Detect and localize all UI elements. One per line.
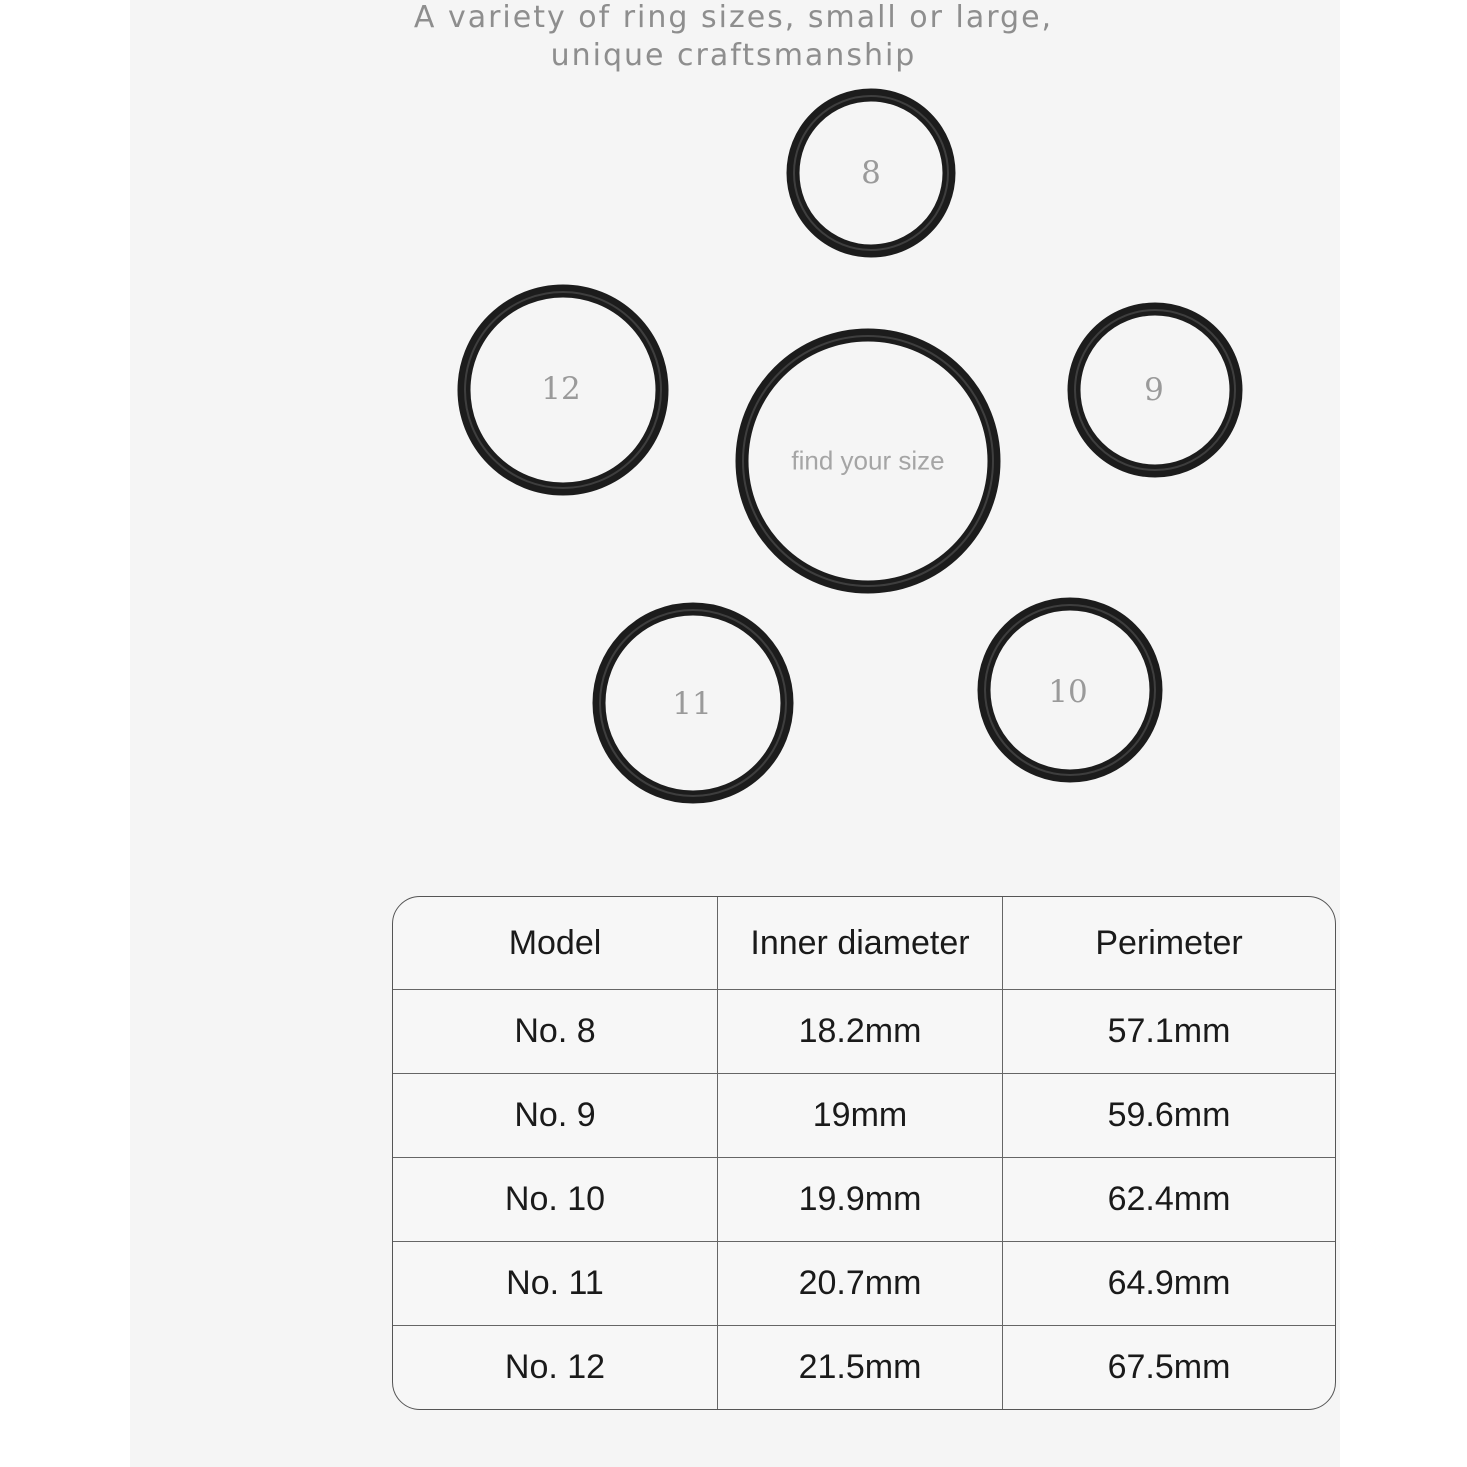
table-row <box>393 1326 1335 1409</box>
cell-inner-diameter: 19mm <box>718 1074 1003 1158</box>
cell-perimeter: 67.5mm <box>1003 1326 1336 1409</box>
header-model: Model <box>393 897 718 990</box>
ring-label-11: 11 <box>672 686 712 722</box>
ring-label-8: 8 <box>861 155 881 191</box>
cell-model: No. 10 <box>393 1158 718 1242</box>
header-perimeter: Perimeter <box>1003 897 1336 990</box>
headline-line-1: A variety of ring sizes, small or large, <box>413 0 1054 35</box>
cell-perimeter: 57.1mm <box>1003 990 1336 1074</box>
table-row <box>393 1242 1335 1326</box>
cell-model: No. 9 <box>393 1074 718 1158</box>
table-header-row <box>393 897 1335 990</box>
header-inner-diameter: Inner diameter <box>718 897 1003 990</box>
ring-label-9: 9 <box>1144 372 1164 408</box>
table-row <box>393 990 1335 1074</box>
ring-label-12: 12 <box>541 371 581 407</box>
cell-perimeter: 64.9mm <box>1003 1242 1336 1326</box>
table-row <box>393 1074 1335 1158</box>
cell-inner-diameter: 19.9mm <box>718 1158 1003 1242</box>
cell-model: No. 12 <box>393 1326 718 1409</box>
ring-label-find-your-size: find your size <box>791 445 945 476</box>
cell-perimeter: 59.6mm <box>1003 1074 1336 1158</box>
size-table <box>392 896 1336 1410</box>
cell-inner-diameter: 20.7mm <box>718 1242 1003 1326</box>
headline-line-2: unique craftsmanship <box>550 38 917 73</box>
cell-model: No. 8 <box>393 990 718 1074</box>
table-row <box>393 1158 1335 1242</box>
ring-label-10: 10 <box>1048 674 1088 710</box>
cell-inner-diameter: 18.2mm <box>718 990 1003 1074</box>
cell-inner-diameter: 21.5mm <box>718 1326 1003 1409</box>
cell-perimeter: 62.4mm <box>1003 1158 1336 1242</box>
cell-model: No. 11 <box>393 1242 718 1326</box>
